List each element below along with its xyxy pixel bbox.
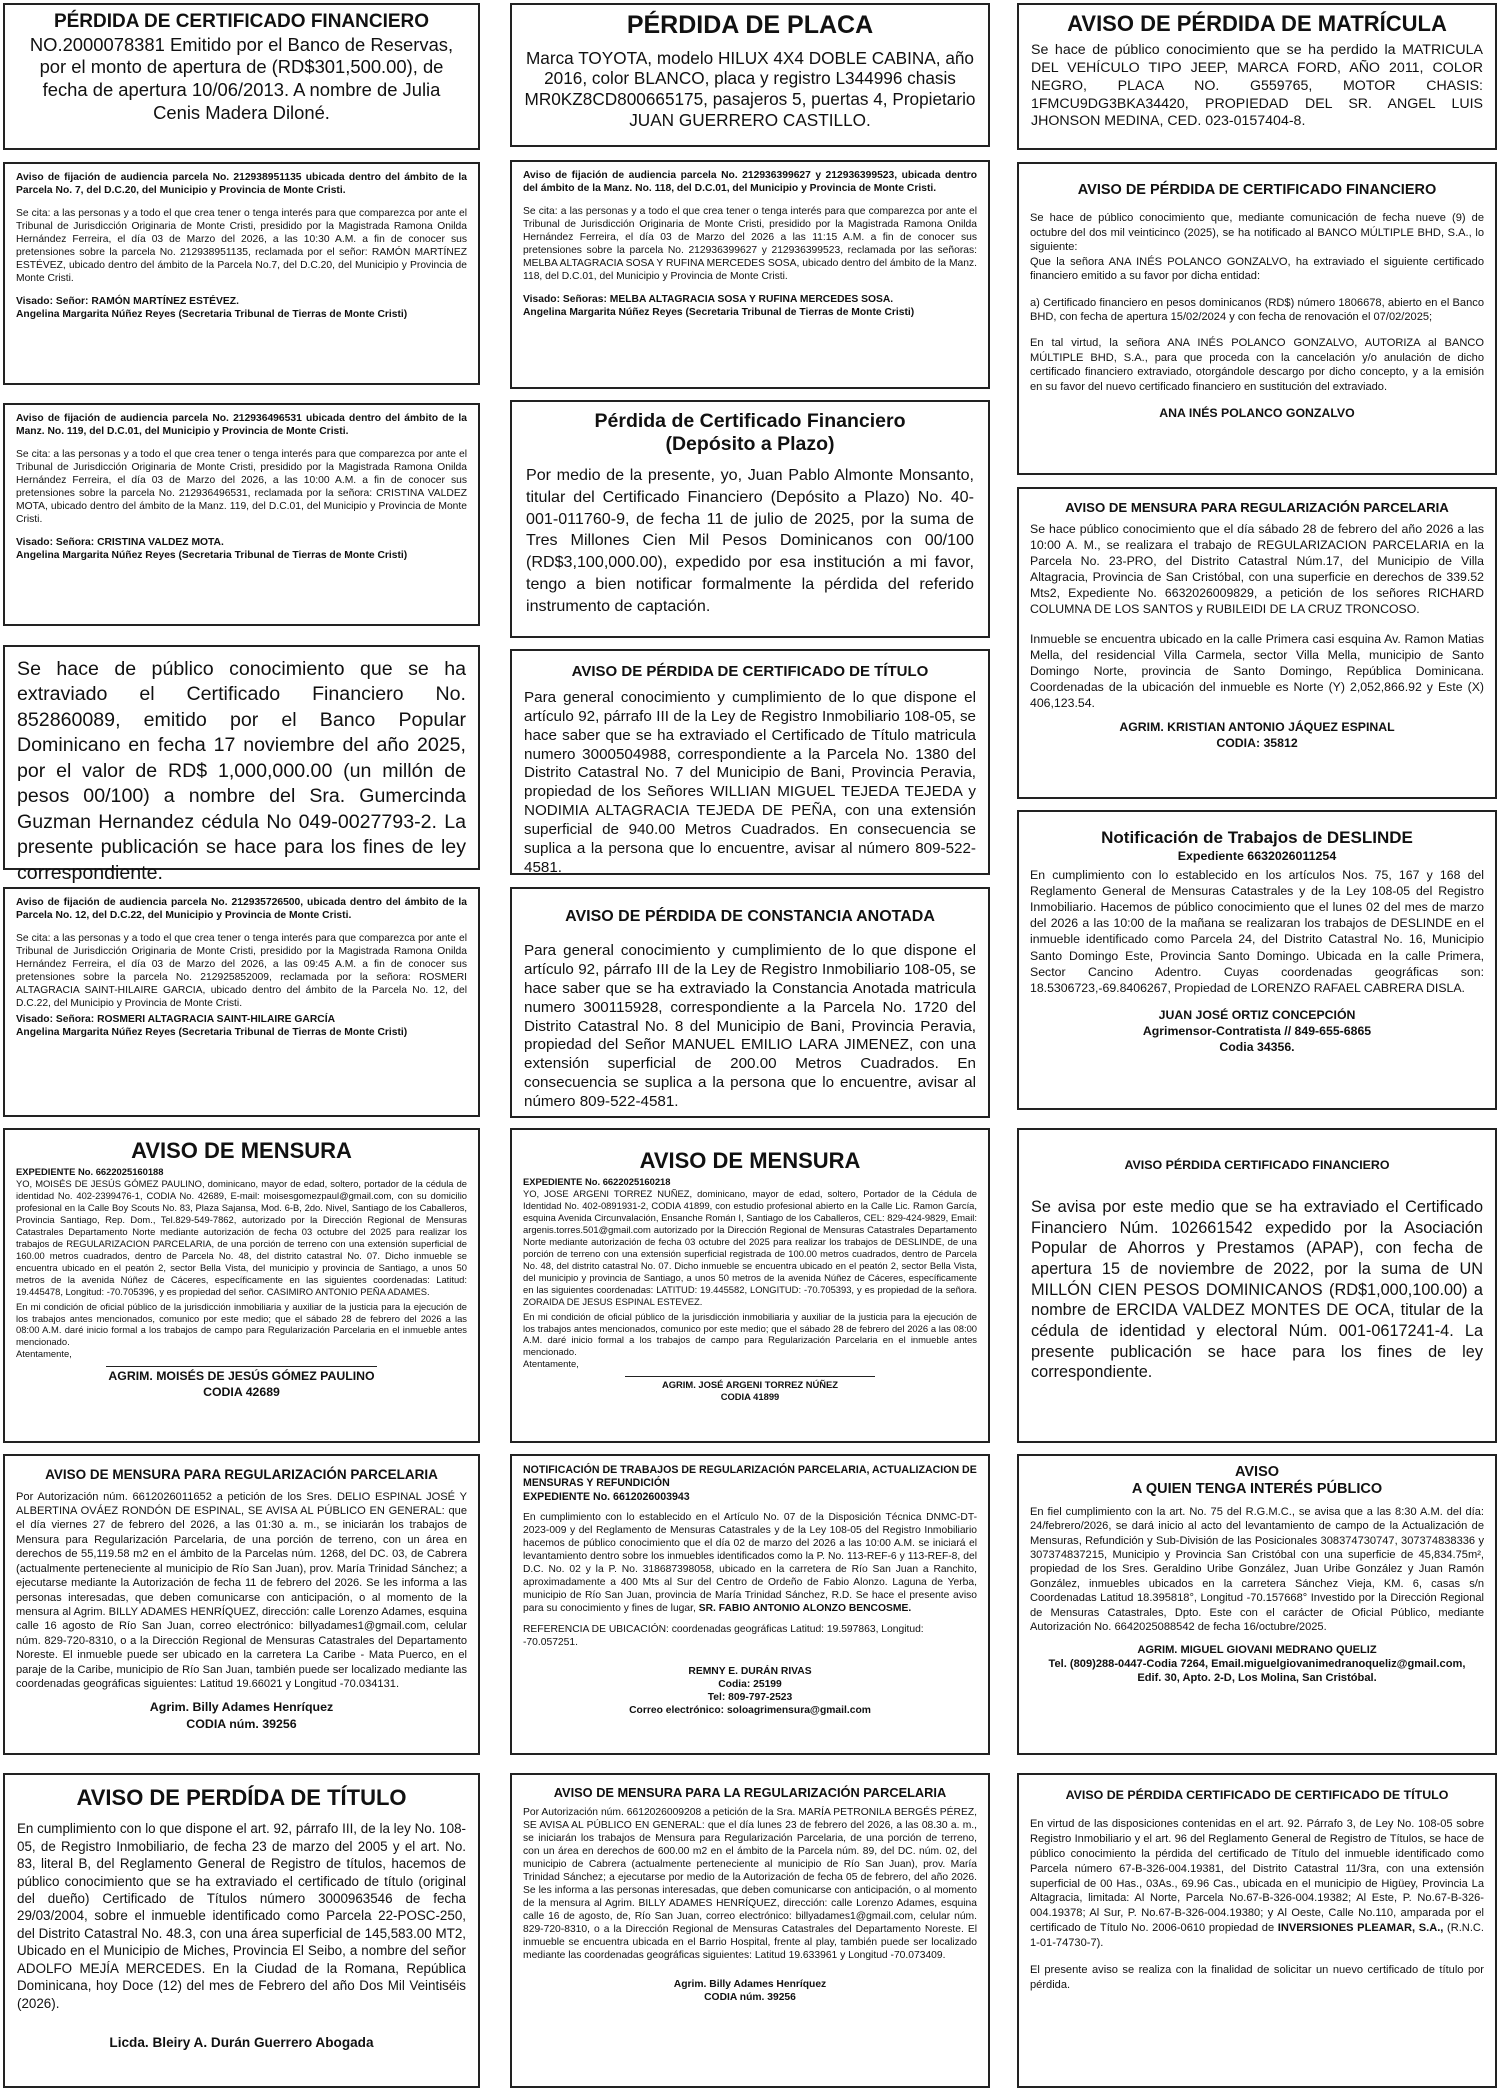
- notice-title: AVISO DE PÉRDIDA DE MATRÍCULA: [1067, 11, 1447, 36]
- owner-name: INVERSIONES PLEAMAR, S.A.,: [1277, 1922, 1444, 1935]
- signature-line: [625, 1376, 875, 1377]
- notice-lost-constancia-anotada: [510, 887, 990, 1118]
- notice-title: AVISO DE PÉRDIDA CERTIFICADO DE CERTIFICADO DE TÍTULO: [1065, 1788, 1449, 1802]
- notice-mensura-torrez-nunez: [510, 1128, 990, 1443]
- notice-title: AVISO DE MENSURA PARA REGULARIZACIÓN PARCELARIA: [45, 1467, 438, 1482]
- signer-codia: Codia: 25199: [718, 1678, 782, 1690]
- signer-contact: Tel. (809)288-0447-Codia 7264, Email.miguelgiovanimedranoqueliz@gmail.com,: [1048, 1658, 1466, 1670]
- expediente-number: EXPEDIENTE No. 6622025160188: [16, 1166, 164, 1178]
- notice-body: YO, JOSE ARGENI TORREZ NUÑEZ, dominicano, mayor de edad, soltero, Portador de la Cédula de Identidad No. 402-0891931-2, CODIA 41899, con estudio profesional abierto en la Calle Lic. Ramon García, esquina Avenida Circunvalación, Ensanche Román I, Santiago de los Caballeros, CEL: 829-424-9829, Email: argenis.torres.501@gmail.com autorizado por la Dirección Regional de Mensuras Catastrales Departamento Norte mediante autorización de fecha 03 octubre del 2025 para realizar los trabajos de DESLINDE, de una porción de terreno con una extensión superficial registrada de 100.00 metros cuadrados, dentro de Parcela No. 48, del distrito catastral No. 07. Dicho inmueble se encuentra ubicado en el peatón 2, sector Bella Vista, del municipio y provincia de Santiago, a unos 50 metros de la avenida Núñez de Cáceres, específicamente en las siguientes coordenadas: LATITUD: 19.445582, LONGITUD: -70.705393, y es propiedad de la señora. ZORAIDA DE JESUS ESPINAL ESTEVEZ.: [523, 1188, 977, 1307]
- signature: Angelina Margarita Núñez Reyes (Secretaria Tribunal de Tierras de Monte Cristi): [16, 549, 408, 561]
- signer-address: Edif. 30, Apto. 2-D, Los Molina, San Cristóbal.: [1137, 1672, 1377, 1685]
- closing-paragraph: El presente aviso se realiza con la finalidad de solicitar un nuevo certificado de título por pérdida.: [1030, 1963, 1484, 1991]
- notice-body-2: En mi condición de oficial público de la jurisdicción inmobiliaria y auxiliar de la justicia para la ejecución de los trabajos antes mencionados, comunico por este medio; que el sábado 28 de febrero del 2026 a las 08:00 A.M. daré inicio formal a los trabajos de campo para Regularización Parcelaria en el inmueble antes mencionado.: [523, 1310, 977, 1358]
- signer-name: Agrim. Billy Adames Henríquez: [673, 1978, 827, 1990]
- notice-body: En cumplimiento con lo que dispone el art. 92, párrafo III, de la ley No. 108-05, de Registro Inmobiliario, de fecha 23 de marzo del 2005 y el art. No. 83, literal B, del Reglamento General de Registro de títulos, hacemos de público conocimiento que se ha extraviado el certificado de título (original del dueño) Certificado de Títulos número 3000963546 de fecha 29/03/2004, sobre el inmueble identificado como Parcela 22-POSC-250, del Distrito Catastral No. 48.3, con una área superficial de 145,583.00 MT2, Ubicado en el Municipio de Miches, Provincia El Seibo, a nombre del señor ADOLFO MEJÍA MERCEDES. En la Ciudad de la Romana, República Dominicana, hoy Doce (12) del mes de Febrero del año Dos Mil Veintiséis (2026).: [17, 1821, 466, 2011]
- visado-line: Visado: Señora: ROSMERI ALTAGRACIA SAINT-HILAIRE GARCÍA: [16, 1013, 336, 1025]
- notice-body: Se hace de público conocimiento que se ha perdido la MATRICULA DEL VEHÍCULO TIPO JEEP, MARCA FORD, AÑO 2011, COLOR NEGRO, PLACA NO. G559765, MOTOR CHASIS: 1FMCU9DG3BKA34420, PROPIEDAD DEL SR. ANGEL LUIS JHONSON MEDINA, CED. 023-0157404-8.: [1031, 42, 1483, 130]
- signature-line: [106, 1366, 377, 1367]
- signature: Licda. Bleiry A. Durán Guerrero Abogada: [109, 2034, 374, 2050]
- notice-title: AVISO DE MENSURA PARA LA REGULARIZACIÓN PARCELARIA: [553, 1785, 947, 1800]
- notice-body: [523, 1512, 977, 1616]
- notice-subtitle: A QUIEN TENGA INTERÉS PÚBLICO: [1131, 1481, 1383, 1498]
- notice-body: Se cita: a las personas y a todo el que crea tener o tenga interés para que comparezca por ante el Tribunal de Jurisdicción Originaria de Monte Cristi, presidido por la Magistrada Ramona Onilda Hernández Ferreira, el día 03 de Marzo del 2026, a las 10:30 A.M. a fin de conocer sus pretensiones sobre la parcela No. 212938951135, reclamada por el señor: RAMÓN MARTÍNEZ ESTÉVEZ, ubicado dentro del ámbito de la Parcela No.7, del D.C.20, del Municipio y Provincia de Monte Cristi.: [16, 207, 467, 284]
- signer-name: Agrim. Billy Adames Henríquez: [149, 1700, 334, 1715]
- notice-heading: Aviso de fijación de audiencia parcela No. 212936496531 ubicada dentro del ámbito de la Manz. No. 119, del D.C.01, del Municipio y Provincia de Monte Cristi.: [16, 413, 467, 437]
- notice-body: Se cita: a las personas y a todo el que crea tener o tenga interés para que comparezca por ante el Tribunal de Jurisdicción Originaria de Monte Cristi, presidido por la Magistrada Ramona Onilda Hernández Ferreira, el día 03 de Marzo del 2026, a las 10:00 A.M. a fin de conocer sus pretensiones sobre la parcela No. 212936496531, reclamada por la señora: CRISTINA VALDEZ MOTA, ubicado dentro del ámbito de la Manz. 119, del D.C.01, del Municipio y Provincia de Monte Cristi.: [16, 448, 467, 525]
- signature: Angelina Margarita Núñez Reyes (Secretaria Tribunal de Tierras de Monte Cristi): [16, 308, 408, 320]
- notice-title: AVISO DE PÉRDIDA DE CONSTANCIA ANOTADA: [565, 908, 935, 925]
- notice-hearing-parcel-212938951135: [3, 162, 480, 385]
- notice-title: PÉRDIDA DE CERTIFICADO FINANCIERO: [53, 11, 430, 32]
- notice-lost-title-miches: [3, 1773, 480, 2088]
- notice-body: Marca TOYOTA, modelo HILUX 4X4 DOBLE CABINA, año 2016, color BLANCO, placa y registro L344996 chasis MR0KZ8CD800665175, pasajeros 5, puertas 4, Propietario JUAN GUERRERO CASTILLO.: [524, 47, 976, 130]
- visado-line: Visado: Señoras: MELBA ALTAGRACIA SOSA Y RUFINA MERCEDES SOSA.: [523, 293, 894, 305]
- signer-name: REMNY E. DURÁN RIVAS: [688, 1665, 812, 1677]
- signer-codia: CODIA núm. 39256: [186, 1716, 297, 1731]
- signer-codia: CODIA: 35812: [1216, 735, 1298, 750]
- notice-hearing-parcels-212936399627: [510, 160, 990, 389]
- notice-body-name: SR. FABIO ANTONIO ALONZO BENCOSME.: [698, 1602, 912, 1614]
- signer-phone: Tel: 809-797-2523: [707, 1691, 793, 1703]
- notice-title: PÉRDIDA DE PLACA: [626, 11, 874, 39]
- paragraph-2: Que la señora ANA INÉS POLANCO GONZALVO, ha extraviado el siguiente certificado financiero emitido a su favor por dicha entidad:: [1030, 255, 1484, 283]
- notice-body: Se cita: a las personas y a todo el que crea tener o tenga interés para que comparezca por ante el Tribunal de Jurisdicción Originaria de Monte Cristi, presidido por la Magistrada Ramona Onilda Hernández Ferreira, el día 03 de Marzo del 2026, a las 09:45 A.M. a fin de conocer sus pretensiones sobre la parcela No. 212925852009, reclamada por la señora: ROSMERI ALTAGRACIA SAINT-HILAIRE GARCIA, ubicado dentro del ámbito de la Parcela No. 12, del D.C.22, del Municipio y Provincia de Monte Cristi.: [16, 932, 467, 1009]
- notice-body: Se hace de público conocimiento que se ha extraviado el Certificado Financiero No. 852860089, emitido por el Banco Popular Dominicano en fecha 17 noviembre del año 2025, por el valor de RD$ 1,000,000.00 (un millón de pesos 00/100) a nombre del Sra. Gumercinda Guzman Hernandez cédula No 049-0027793-2. La presente publicación se hace para los fines de ley correspondiente.: [17, 658, 466, 884]
- notice-body-text: En cumplimiento con lo establecido en el Artículo No. 07 de la Disposición Técnica DNMC-DT-2023-009 y del Reglamento de Mensuras Catastrales y de la Ley 108-05 del Registro Inmobiliario hacemos de público conocimiento que el día 02 de marzo del 2026 a las 10:00 A.M. se iniciará el levantamiento dentro sobre los inmuebles identificados como la P. No. 113-REF-6 y 113-REF-8, del D.C. No. 02 y la P. No. 318687398058, ubicado en la carretera de Río San Juan a Ranchito, aproximadamente a 400 Mts al Sur del Centro de Ordeño de Fabio Alonzo. Laguna de Yerba, municipio de Río San Juan, provincia de María Trinidad Sánchez, R.D. Se hace el presente aviso para su conocimiento y fines de lugar,: [523, 1512, 977, 1614]
- notice-body: Para general conocimiento y cumplimiento de lo que dispone el artículo 92, párrafo III de la Ley de Registro Inmobiliario 108-05, se hace saber que se ha extraviado la Constancia Anotada matricula numero 300115928, correspondiente a la Parcela No. 1720 del Distrito Catastral No. 8 del Municipio de Bani, Provincia Peravia, propiedad del Señor MANUEL EMILIO LARA JIMENEZ, con una extensión superficial de 200.00 Metros Cuadrados. En consecuencia se suplica a la persona que lo encuentre, avisar al número 809-522-4581.: [524, 942, 976, 1110]
- signer-name: AGRIM. KRISTIAN ANTONIO JÁQUEZ ESPINAL: [1119, 719, 1395, 734]
- visado-line: Visado: Señora: CRISTINA VALDEZ MOTA.: [16, 536, 224, 548]
- notice-title: AVISO DE PERDÍDA DE TÍTULO: [76, 1785, 407, 1810]
- notice-title: NOTIFICACIÓN DE TRABAJOS DE REGULARIZACIÓN PARCELARIA, ACTUALIZACION DE MENSURAS Y REFUNDICIÓN: [523, 1464, 977, 1490]
- notice-regularizacion-fabio-alonzo: [510, 1454, 990, 1755]
- expediente-number: EXPEDIENTE No. 6612026003943: [523, 1490, 690, 1503]
- expediente-number: Expediente 6632026011254: [1177, 849, 1337, 864]
- signer-codia: CODIA 42689: [203, 1384, 280, 1399]
- notice-heading: Aviso de fijación de audiencia parcela No. 212938951135 ubicada dentro del ámbito de la Parcela No. 7, del D.C.20, del Municipio y Provincia de Monte Cristi.: [16, 172, 467, 196]
- signature: ANA INÉS POLANCO GONZALVO: [1159, 406, 1355, 421]
- notice-lost-title-certificate-bani: [510, 649, 990, 875]
- signer-name: AGRIM. MIGUEL GIOVANI MEDRANO QUELIZ: [1137, 1643, 1377, 1656]
- notice-title: Pérdida de Certificado Financiero: [594, 410, 906, 432]
- owner-rnc: (R.N.C. 1-01-74730-7).: [1030, 1922, 1484, 1949]
- closing: Atentamente,: [16, 1348, 72, 1360]
- notice-hearing-parcel-212936496531: [3, 403, 480, 626]
- notice-title: AVISO DE MENSURA: [131, 1138, 352, 1163]
- notice-body: Se cita: a las personas y a todo el que crea tener o tenga interés para que comparezca por ante el Tribunal de Jurisdicción Originaria de Monte Cristi, presidido por la Magistrada Ramona Onilda Hernández Ferreira, el día 03 de Marzo del 2026 a las 11:15 A.M. a fin de conocer sus pretensiones sobre la parcela No. 212936399627 y 212936399523, reclamada por las señoras: MELBA ALTAGRACIA SOSA Y RUFINA MERCEDES SOSA, ubicado dentro del ámbito de la Manz. 118, del D.C.01, del Municipio y Provincia de Monte Cristi.: [523, 205, 977, 282]
- signer-name: JUAN JOSÉ ORTIZ CONCEPCIÓN: [1158, 1008, 1356, 1023]
- signer-name: AGRIM. JOSÉ ARGENI TORREZ NÚÑEZ: [661, 1379, 839, 1391]
- expediente-number: EXPEDIENTE No. 6622025160218: [523, 1176, 671, 1188]
- paragraph-item-a: a) Certificado financiero en pesos dominicanos (RD$) número 1806678, abierto en el Banco BHD, con fecha de apertura 15/02/2024 y con fecha de renovación el 07/02/2025;: [1030, 296, 1484, 323]
- notice-regularizacion-berges-perez: [510, 1773, 990, 2088]
- notice-lost-financial-certificate-apap: [1017, 1128, 1497, 1443]
- paragraph-1: Se hace público conocimiento que el día sábado 28 de febrero del año 2026 a las 10:00 A. M., se realizara el trabajo de REGULARIZACION PARCELARIA en la Parcela No. 23-PRO, del Distrito Catastral Núm.17, del Municipio de Villa Altagracia, Provincia de San Cristóbal, con una superficie en derechos de 339.52 Mts2, Expediente No. 6632026009829, a petición de los señores RICHARD COLUMNA DE LOS SANTOS y RUBILEIDI DE LA CRUZ TRONCOSO.: [1030, 522, 1484, 617]
- notice-title: Notificación de Trabajos de DESLINDE: [1101, 828, 1413, 847]
- notice-title: AVISO DE MENSURA PARA REGULARIZACIÓN PARCELARIA: [1065, 500, 1449, 515]
- notice-body-text: En virtud de las disposiciones contenidas en el art. 92. Párrafo 3, de Ley No. 108-05 sobre Registro Inmobiliario y el art. 96 del Reglamento General de Registro de Títulos, se hace de público conocimiento la pérdida del certificado de Título del inmueble identificado como Parcela número 67-B-326-004.19381, del Distrito Catastral 11/3ra, con una extensión superficial de 00 Has., 03As., 69.96 Cas., ubicada en el municipio de Higüey, Provincia La Altagracia, limitada: Al Norte, Parcela No.67-B-326-004.19382; Al Este, P. No.67-B-326-004.19378; Al Sur, P. No.67-B-326-004.19380; y Al Oeste, Calle No.110, amparada por el certificado de Título No. 2006-0610 propiedad de: [1030, 1818, 1484, 1935]
- notice-body-2: En mi condición de oficial público de la jurisdicción inmobiliaria y auxiliar de la justicia para la ejecución de los trabajos antes mencionados, comunico por este medio; que el sábado 28 de febrero del 2026 a las 08:00 A.M. daré inicio formal a los trabajos de campo para Regularización Parcelaria en el inmueble antes mencionado.: [16, 1300, 467, 1348]
- notice-heading: Aviso de fijación de audiencia parcela No. 212935726500, ubicada dentro del ámbito de la Parcela No. 12, del D.C.22, del Municipio y Provincia de Monte Cristi.: [16, 897, 467, 921]
- notice-title: AVISO DE PÉRDIDA DE CERTIFICADO DE TÍTULO: [571, 663, 929, 680]
- notice-public-interest-san-cristobal: [1017, 1454, 1497, 1755]
- notice-lost-term-deposit-certificate: [510, 400, 990, 638]
- notice-body: Se avisa por este medio que se ha extraviado el Certificado Financiero Núm. 102661542 expedido por la Asociación Popular de Ahorros y Prestamos (APAP), con fecha de apertura 15 de noviembre de 2022, por la suma de UN MILLÓN CIEN PESOS DOMINICANOS (RD$1,000,100.00) a nombre de ERCIDA VALDEZ MONTES DE OCA, titular de la cédula de identidad y electoral Núm. 001-0617241-4. La presente publicación se hace para los fines de ley correspondiente.: [1031, 1197, 1483, 1382]
- notice-body: En fiel cumplimiento con la art. No. 75 del R.G.M.C., se avisa que a las 8:30 A.M. del día: 24/febrero/2026, se dará inicio al acto del levantamiento de campo de la Actualización de Mensuras, Refundición y Sub-División de las Posicionales 308374730747, 307374838336 y 307374837215, Municipio y Provincia San Cristóbal con una superficie de 45,834.75m², propiedad de los Sres. Geraldino Uribe González, Juan Uribe González y Juan Ramón González, inmuebles ubicados en la carretera Sánchez Vieja, KM. 6, casas s/n Coordenadas Latitud 18.395818°, Longitud -70.157668° Investido por la Dirección Regional de Mensuras Catastrales, Dpto. Este con el carácter de Oficial Público, mediante Autorización No. 6642025088542 de fecha 16/octubre/2025.: [1030, 1505, 1484, 1634]
- location-reference: REFERENCIA DE UBICACIÓN: coordenadas geográficas Latitud: 19.597863, Longitud: -70.057251.: [523, 1623, 924, 1648]
- notice-hearing-parcel-212935726500: [3, 887, 480, 1117]
- paragraph-3: En tal virtud, la señora ANA INÉS POLANCO GONZALVO, AUTORIZA al BANCO MÚLTIPLE BHD, S.A., para que proceda con la cancelación y/o anulación de dicho certificado financiero extraviado, otorgándole descargo por dicho concepto, y a la emisión en su favor del nuevo certificado financiero en sustitución del extraviado.: [1030, 337, 1484, 393]
- notice-deslinde-santo-domingo-este: [1017, 810, 1497, 1110]
- paragraph-1: Se hace de público conocimiento que, mediante comunicación de fecha nueve (9) de octubre del dos mil veinticinco (2025), se ha notificado al BANCO MÚLTIPLE BHD, S.A., lo siguiente:: [1030, 212, 1484, 254]
- notice-lost-financial-certificate-popular: [3, 645, 480, 884]
- notice-lost-vehicle-registration: [1017, 3, 1497, 150]
- notice-title: AVISO: [1234, 1464, 1280, 1480]
- signer-codia: CODIA núm. 39256: [704, 1991, 796, 2003]
- signature: Angelina Margarita Núñez Reyes (Secretaria Tribunal de Tierras de Monte Cristi): [16, 1026, 408, 1038]
- notice-body: Por Autorización núm. 6612026009208 a petición de la Sra. MARÍA PETRONILA BERGÉS PÉREZ, SE AVISA AL PÚBLICO EN GENERAL: que el día lunes 23 de febrero del 2026, a las 08.30 a. m., se iniciarán los trabajos de Mensura para Regularización Parcelaria, de una porción de terreno, con un área en derechos de 600.00 m2 en el ámbito de la Parcela núm. 89, del DC. núm. 02, del municipio de Cabrera (actualmente perteneciente al municipio de Río San Juan), prov. María Trinidad Sánchez; a ejecutarse por medio de la Autorización de fecha 05 de febrero, del año 2026. Se les informa a las personas interesadas, que deben comunicarse con anticipación, o al momento de la mensura al Agrim. BILLY ADAMES HENRÍQUEZ, dirección: calle Lorenzo Adames, esquina calle 16 de agosto, de, Río San Juan, correo electrónico: billyadames1@gmail.com, celular núm. 829-720-8310, o a la Dirección Regional de Mensuras Catastrales del Departamento Noreste. El inmueble se encuentra ubicada en el Barrio Hospital, frente al play, también puede ser localizado mediante las coordenadas geográficas siguientes: Latitud 19.633961 y Longitud -70.073409.: [523, 1807, 977, 1961]
- closing: Atentamente,: [523, 1358, 579, 1370]
- signer-name: AGRIM. MOISÉS DE JESÚS GÓMEZ PAULINO: [108, 1369, 375, 1384]
- notice-regularizacion-delio-espinal: [3, 1454, 480, 1755]
- signer-codia: CODIA 41899: [720, 1391, 780, 1403]
- signer-codia: Codia 34356.: [1219, 1040, 1295, 1055]
- visado-line: Visado: Señor: RAMÓN MARTÍNEZ ESTÉVEZ.: [16, 295, 239, 307]
- notice-mensura-gomez-paulino: [3, 1128, 480, 1443]
- notice-title: AVISO PÉRDIDA CERTIFICADO FINANCIERO: [1124, 1158, 1390, 1172]
- signer-title: Agrimensor-Contratista // 849-655-6865: [1142, 1024, 1372, 1039]
- notice-regularizacion-villa-altagracia: [1017, 487, 1497, 799]
- notice-title: AVISO DE MENSURA: [639, 1148, 861, 1173]
- notice-body: Por medio de la presente, yo, Juan Pablo Almonte Monsanto, titular del Certificado Financiero (Depósito a Plazo) No. 40-001-011760-9, de fecha 11 de julio de 2025, por la suma de Tres Millones Cien Mil Pesos Dominicanos con 00/100 (RD$3,100,000.00), expedido por esa institución a mi favor, tengo a bien notificar formalmente la pérdida del referido instrumento de captación.: [526, 465, 974, 616]
- notice-heading: Aviso de fijación de audiencia parcela No. 212936399627 y 212936399523, ubicada dentro del ámbito de la Manz. No. 118, del D.C.01, del Municipio y Provincia de Monte Cristi.: [523, 170, 977, 194]
- notice-subtitle: (Depósito a Plazo): [665, 433, 835, 456]
- signature: Angelina Margarita Núñez Reyes (Secretaria Tribunal de Tierras de Monte Cristi): [523, 306, 915, 318]
- notice-lost-plate-toyota: [510, 3, 990, 147]
- notice-body: [1030, 1817, 1484, 1951]
- notice-title: AVISO DE PÉRDIDA DE CERTIFICADO FINANCIERO: [1077, 182, 1437, 198]
- notice-lost-title-higuey: [1017, 1773, 1497, 2088]
- signer-email: Correo electrónico: soloagrimensura@gmail.com: [629, 1704, 871, 1716]
- notice-lost-financial-certificate-banreservas: [3, 3, 480, 150]
- notice-body: Por Autorización núm. 6612026011652 a petición de los Sres. DELIO ESPINAL JOSÉ Y ALBERTINA OVÁEZ RONDÓN DE ESPINAL, SE AVISA AL PÚBLICO EN GENERAL: que el día viernes 27 de febrero del 2026, a las 01:30 a. m., se iniciarán los trabajos de Mensura para Regularización Parcelaria, de una porción de terreno, con un área en derechos de 55,119.58 m2 en el ámbito de la Parcelas núm. 1268, del DC. 03, de Cabrera (actualmente perteneciente al municipio de Río San Juan), prov. María Trinidad Sánchez; a ejecutarse mediante la Autorización de fecha 11 de febrero del 2026. Se les informa a las personas interesadas, que deben comunicarse con anticipación, o al momento de la mensura al Agrim. BILLY ADAMES HENRÍQUEZ, dirección: calle Lorenzo Adames, esquina calle 16 agosto de Río San Juan, correo electrónico: billyadames1@gmail.com, celular núm. 829-720-8310, o a la Dirección Regional de Mensuras Catastrales del Departamento Noreste. El inmueble puede ser ubicado en la carretera La Caribe - Mata Puerco, en el paraje de la Caribe, municipio de Río San Juan, también puede ser localizado mediante las coordenadas geográficas siguientes: Latitud 19.66021 y Longitud -70.034131.: [16, 1490, 467, 1691]
- paragraph-2: Inmueble se encuentra ubicado en la calle Primera casi esquina Av. Ramon Matias Mella, del residencial Villa Carmela, sector Villa Mella, municipio de Santo Domingo Norte, provincia de Santo Domingo, República Dominicana. Coordenadas de la ubicación del inmueble es Norte (Y) 2,052,866.92 y Este (X) 406,123.54.: [1030, 632, 1484, 710]
- notice-body: NO.2000078381 Emitido por el Banco de Reservas, por el monto de apertura de (RD$301,500.00), de fecha de apertura 10/06/2013. A nombre de Julia Cenis Madera Diloné.: [29, 33, 454, 123]
- notice-lost-financial-certificate-bhd: [1017, 162, 1497, 475]
- notice-body: YO, MOISÉS DE JESÚS GÓMEZ PAULINO, dominicano, mayor de edad, soltero, portador de la cédula de identidad No. 402-2399476-1, CODIA No. 42689, E-mail: moisesgomezpaul@gmail.com, con su domicilio profesional en la Calle Boy Scouts No. 83, Plaza Sajansa, Mod. 6-B, 2do. Nivel, Santiago de los Caballeros, Provincia Santiago, Rep. Dom., Tel.829-549-7862, autorizado por la Dirección Regional de Mensuras Catastrales Departamento Norte mediante autorización de fecha 03 octubre del 2025 para realizar los trabajos de REGULARIZACION PARCELARIA, de una porción de terreno con una extensión superficial de 160.00 metros cuadrados, dentro de Parcela No. 48, del distrito catastral No. 07. Dicho inmueble se encuentra ubicado en el peatón 2, sector Bella Vista, del municipio y provincia de Santiago, a unos 50 metros de la avenida Núñez de Cáceres, específicamente en las siguientes coordenadas: Latitud: 19.445478, Longitud: -70.705396, y es propiedad del señor. CASIMIRO ANTONIO PEÑA ADAMES.: [16, 1178, 467, 1297]
- notice-body: Para general conocimiento y cumplimiento de lo que dispone el artículo 92, párrafo III de la Ley de Registro Inmobiliario 108-05, se hace saber que se ha extraviado el Certificado de Título matricula numero 3000504988, correspondiente a la Parcela No. 1380 del Distrito Catastral No. 7 del Municipio de Bani, Provincia Peravia, propiedad de los Señores WILLIAN MIGUEL TEJEDA TEJEDA y NODIMIA ALTAGRACIA TEJEDA DE PEÑA, con una extensión superficial de 940.00 Metros Cuadrados. En consecuencia se suplica a la persona que lo encuentre, avisar al número 809-522-4581.: [524, 689, 976, 876]
- notice-body: En cumplimiento con lo establecido en los artículos Nos. 75, 167 y 168 del Reglamento General de Mensuras Catastrales y de la Ley 108-05 del Registro Inmobiliario. Hacemos de público conocimiento que el lunes 02 del mes de marzo del 2026 a las 10:00 de la mañana se realizaran los trabajos de DESLINDE en el inmueble identificado como Parcela 24, del Distrito Catastral No. 16, Municipio Santo Domingo Este, Provincia Santo Domingo. Ubicada en la calle Primera, Sector Cancino Adentro. Cuyas coordenadas geográficas son: 18.5306723,-69.8406267, Propiedad de LORENZO RAFAEL CABRERA DISLA.: [1030, 867, 1484, 996]
